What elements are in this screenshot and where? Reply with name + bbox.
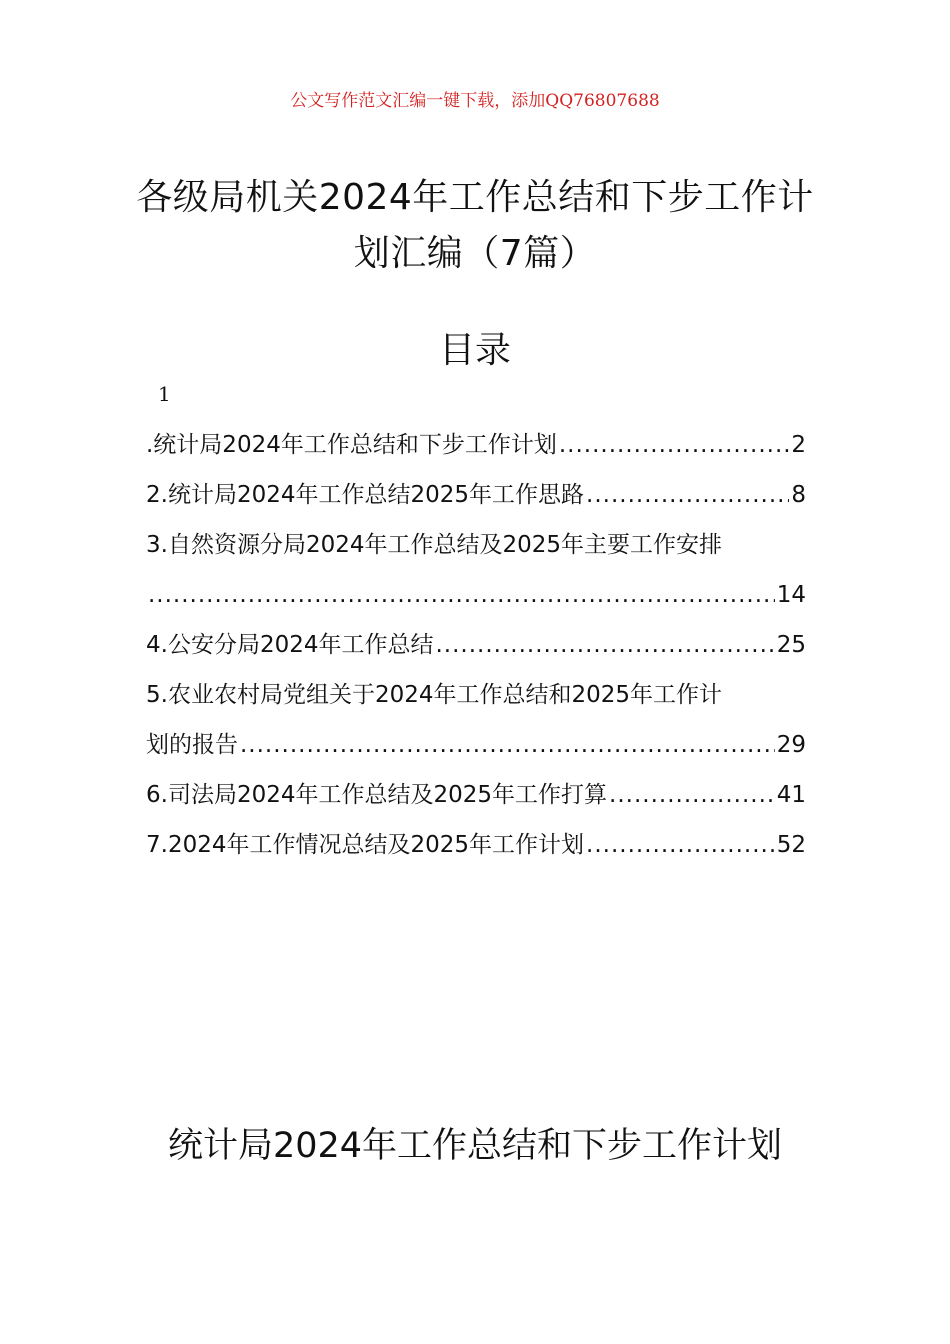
toc-entry-text: 划的报告 — [146, 732, 238, 758]
toc-leader-dots — [435, 620, 774, 670]
document-title — [130, 170, 820, 282]
toc-entry-page: 29 — [776, 732, 806, 758]
toc-entry-text: 6.司法局2024年工作总结及2025年工作打算 — [146, 782, 608, 808]
toc-leader-dots — [586, 470, 789, 520]
toc-heading: 目录 — [438, 330, 511, 371]
section-title: 统计局2024年工作总结和下步工作计划 — [167, 1126, 783, 1166]
toc-leader-dots — [559, 420, 790, 470]
toc-leader-dots — [586, 820, 775, 870]
toc-entry-5[interactable] — [146, 670, 806, 770]
toc-entry-text: 7.2024年工作情况总结及2025年工作计划 — [146, 832, 585, 858]
toc-leader-dots — [240, 720, 775, 770]
toc-entry-4[interactable] — [146, 620, 806, 670]
toc-entry-page: 41 — [776, 782, 806, 808]
header-note: 公文写作范文汇编一键下载，添加QQ76807688 — [290, 91, 660, 111]
document-title-line-2: 划汇编（7篇） — [353, 233, 597, 274]
toc-entry-page: 52 — [776, 832, 806, 858]
toc-entry-text-line-1: 3.自然资源分局2024年工作总结及2025年主要工作安排 — [146, 532, 723, 558]
toc-entry-text-line-1: 5.农业农村局党组关于2024年工作总结和2025年工作计 — [146, 682, 723, 708]
toc-entry-page: 2 — [791, 432, 806, 458]
toc-leader-dots — [148, 570, 775, 620]
toc-entry-text: 2.统计局2024年工作总结2025年工作思路 — [146, 482, 585, 508]
table-of-contents — [146, 420, 806, 870]
toc-entry-text: .统计局2024年工作总结和下步工作计划 — [146, 432, 557, 458]
document-title-line-1: 各级局机关2024年工作总结和下步工作计 — [136, 177, 814, 218]
toc-entry-3[interactable] — [146, 520, 806, 620]
toc-leader-dots — [609, 770, 775, 820]
toc-entry-2[interactable] — [146, 470, 806, 520]
toc-entry-text: 4.公安分局2024年工作总结 — [146, 632, 434, 658]
toc-entry-page: 8 — [791, 482, 806, 508]
toc-entry-page: 25 — [776, 632, 806, 658]
page-marker: 1 — [158, 382, 171, 406]
toc-entry-7[interactable] — [146, 820, 806, 870]
toc-entry-1[interactable] — [146, 420, 806, 470]
toc-entry-6[interactable] — [146, 770, 806, 820]
toc-entry-page: 14 — [776, 582, 806, 608]
